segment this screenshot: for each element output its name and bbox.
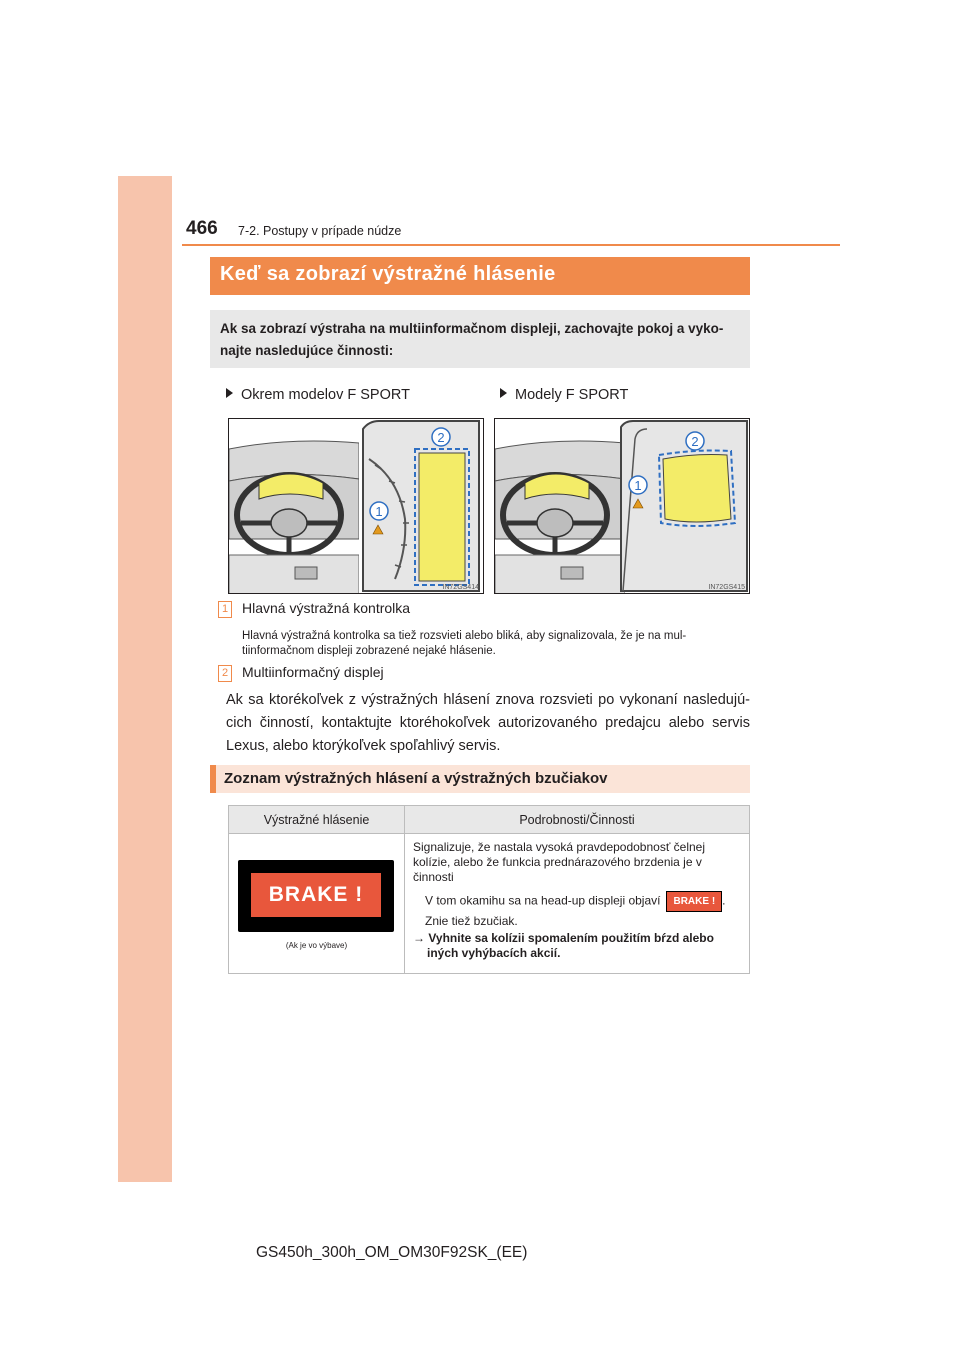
callout-2-right: 2 [691,434,699,449]
triangle-bullet-icon [226,388,233,398]
availability-note: (Ak je vo výbave) [285,941,348,950]
column-header-details: Podrobnosti/Činnosti [405,806,750,834]
warning-messages-table [228,805,750,974]
figure-code-right: IN72GS415 [708,584,745,591]
warning-detail-text: Signalizuje, že nastala vysoká pravdepodobnosť čelnej kolízie, alebo že funkcia prednárazového brzdenia je v činnosti [413,840,706,884]
dashboard-illustration-fsport [494,418,750,594]
hud-note: V tom okamihu sa na head-up displeji objaví BRAKE ! . [413,891,741,912]
chapter-side-tab [118,176,172,1182]
hud-brake-icon: BRAKE ! [666,891,722,912]
page-number: 466 [186,218,218,239]
warning-message-cell [229,834,405,974]
document-footer: GS450h_300h_OM_OM30F92SK_(EE) [256,1244,528,1261]
legend-number-1: 1 [218,601,232,618]
arrow-right-icon: → [413,931,425,945]
header-rule [182,244,840,246]
figure-caption-right: Modely F SPORT [500,387,628,403]
table-row [229,834,750,974]
figure-code-left: IN72GS414 [442,584,479,591]
legend-item-master-warning: 1 Hlavná výstražná kontrolka [218,600,410,618]
column-header-message: Výstražné hlásenie [229,806,405,834]
action-instruction: → Vyhnite sa kolízii spomalením použitím bŕzd alebo iných vyhýbacích akcií. [413,931,714,960]
triangle-bullet-icon [500,388,507,398]
callout-1-right: 1 [634,478,642,493]
chapter-title: 7-2. Postupy v prípade núdze [238,224,402,238]
master-warning-description: Hlavná výstražná kontrolka sa tiež rozsvieti alebo bliká, aby signalizovala, že je na mul-tiinformačnom displeji zobrazené nejaké hlásenie. [242,630,687,657]
callout-2-left: 2 [437,430,445,445]
section-heading-warning-list: Zoznam výstražných hlásení a výstražných bzučiakov [210,765,750,793]
buzzer-note: Znie tiež bzučiak. [425,914,518,928]
legend-item-multi-info-display: 2 Multiinformačný displej [218,664,384,682]
warning-details-cell [405,834,750,974]
callout-1-left: 1 [375,504,383,519]
dashboard-illustration-standard [228,418,484,594]
brake-warning-display [238,860,394,932]
intro-box: Ak sa zobrazí výstraha na multiinformačnom displeji, zachovajte pokoj a vyko-najte nasledujúce činnosti: [210,310,750,368]
figure-caption-left: Okrem modelov F SPORT [226,387,410,403]
brake-warning-text: BRAKE ! [251,873,381,917]
section-heading-warning-message: Keď sa zobrazí výstražné hlásenie [210,257,750,295]
contact-dealer-paragraph: Ak sa ktorékoľvek z výstražných hlásení znova rozsvieti po vykonaní nasledujú-cich činností, kontaktujte ktoréhokoľvek autorizovaného predajcu alebo servis Lexus, alebo ktorýkoľvek spoľahlivý servis. [226,692,750,754]
legend-number-2: 2 [218,665,232,682]
